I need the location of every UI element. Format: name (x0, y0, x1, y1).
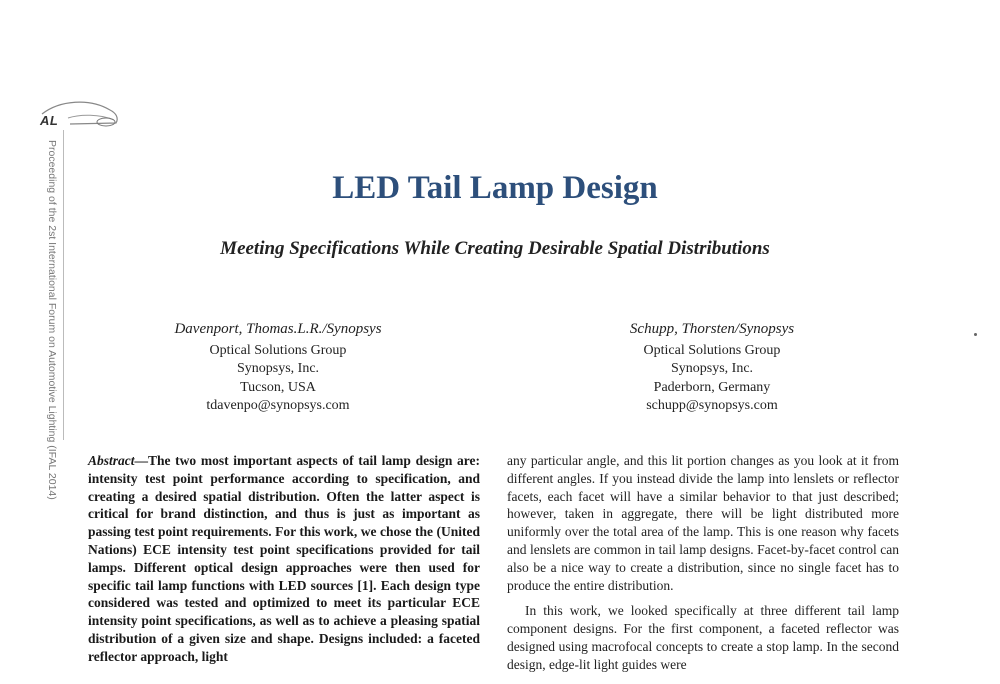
author-group: Optical Solutions Group (643, 342, 781, 358)
author-location: Tucson, USA (240, 379, 316, 395)
margin-dot (974, 333, 977, 336)
paper-subtitle: Meeting Specifications While Creating Desirable Spatial Distributions (220, 238, 770, 259)
abstract-text: The two most important aspects of tail lamp design are: intensity test point performance according to specification, and creating a desired spatial distribution. Often the latter aspect is critical for brand distinction, and thus is just as important as passing test point requirements. For this work, we chose the (United Nations) ECE intensity test point specifications provided for tail lamps. Different optical design approaches were then used for specific tail lamp functions with LED sources [1]. Each design type considered was tested and optimized to meet its particular ECE intensity point specifications, as well as to achieve a pleasing spatial distribution of a given size and shape. Designs included: a faceted reflector approach, light (88, 453, 480, 664)
body-paragraph-2: In this work, we looked specifically at three different tail lamp component designs. For the first component, a faceted reflector was designed using macrofocal concepts to create a stop lamp. In the second design, edge-lit light guides were (507, 603, 899, 672)
body-paragraph-1: any particular angle, and this lit portion changes as you look at it from different angles. If you instead divide the lamp into lenslets or reflector facets, each facet will have a similar behavior to that just described; however, taken in aggregate, there will be light distributed more uniformly over the total area of the lamp. This is one reason why facets and lenslets are common in tail lamp designs. Facet-by-facet control can also be a nice way to create a distribution, since no single facet has to produce the entire distribution. (507, 453, 899, 593)
abstract-label: Abstract (88, 453, 135, 468)
sidebar-proceedings-text: Proceeding of the 2st International Forum on Automotive Lighting (IFAL 2014) (46, 140, 58, 500)
abstract-column (88, 452, 480, 666)
author-name: Schupp, Thorsten/Synopsys (629, 321, 795, 337)
author-company: Synopsys, Inc. (670, 361, 754, 376)
author-location: Paderborn, Germany (653, 379, 771, 395)
abstract-paragraph (88, 452, 480, 666)
author-company: Synopsys, Inc. (236, 361, 320, 376)
author-email: schupp@synopsys.com (646, 398, 778, 413)
body-column (507, 452, 899, 674)
paper-title: LED Tail Lamp Design (332, 170, 658, 206)
author-block-1 (148, 320, 408, 416)
logo-text: AL (40, 113, 59, 128)
author-group: Optical Solutions Group (209, 342, 347, 358)
author-name: Davenport, Thomas.L.R./Synopsys (174, 321, 382, 337)
abstract-dash: — (134, 453, 149, 468)
author-email: tdavenpo@synopsys.com (206, 398, 350, 413)
author-block-2 (592, 320, 832, 416)
